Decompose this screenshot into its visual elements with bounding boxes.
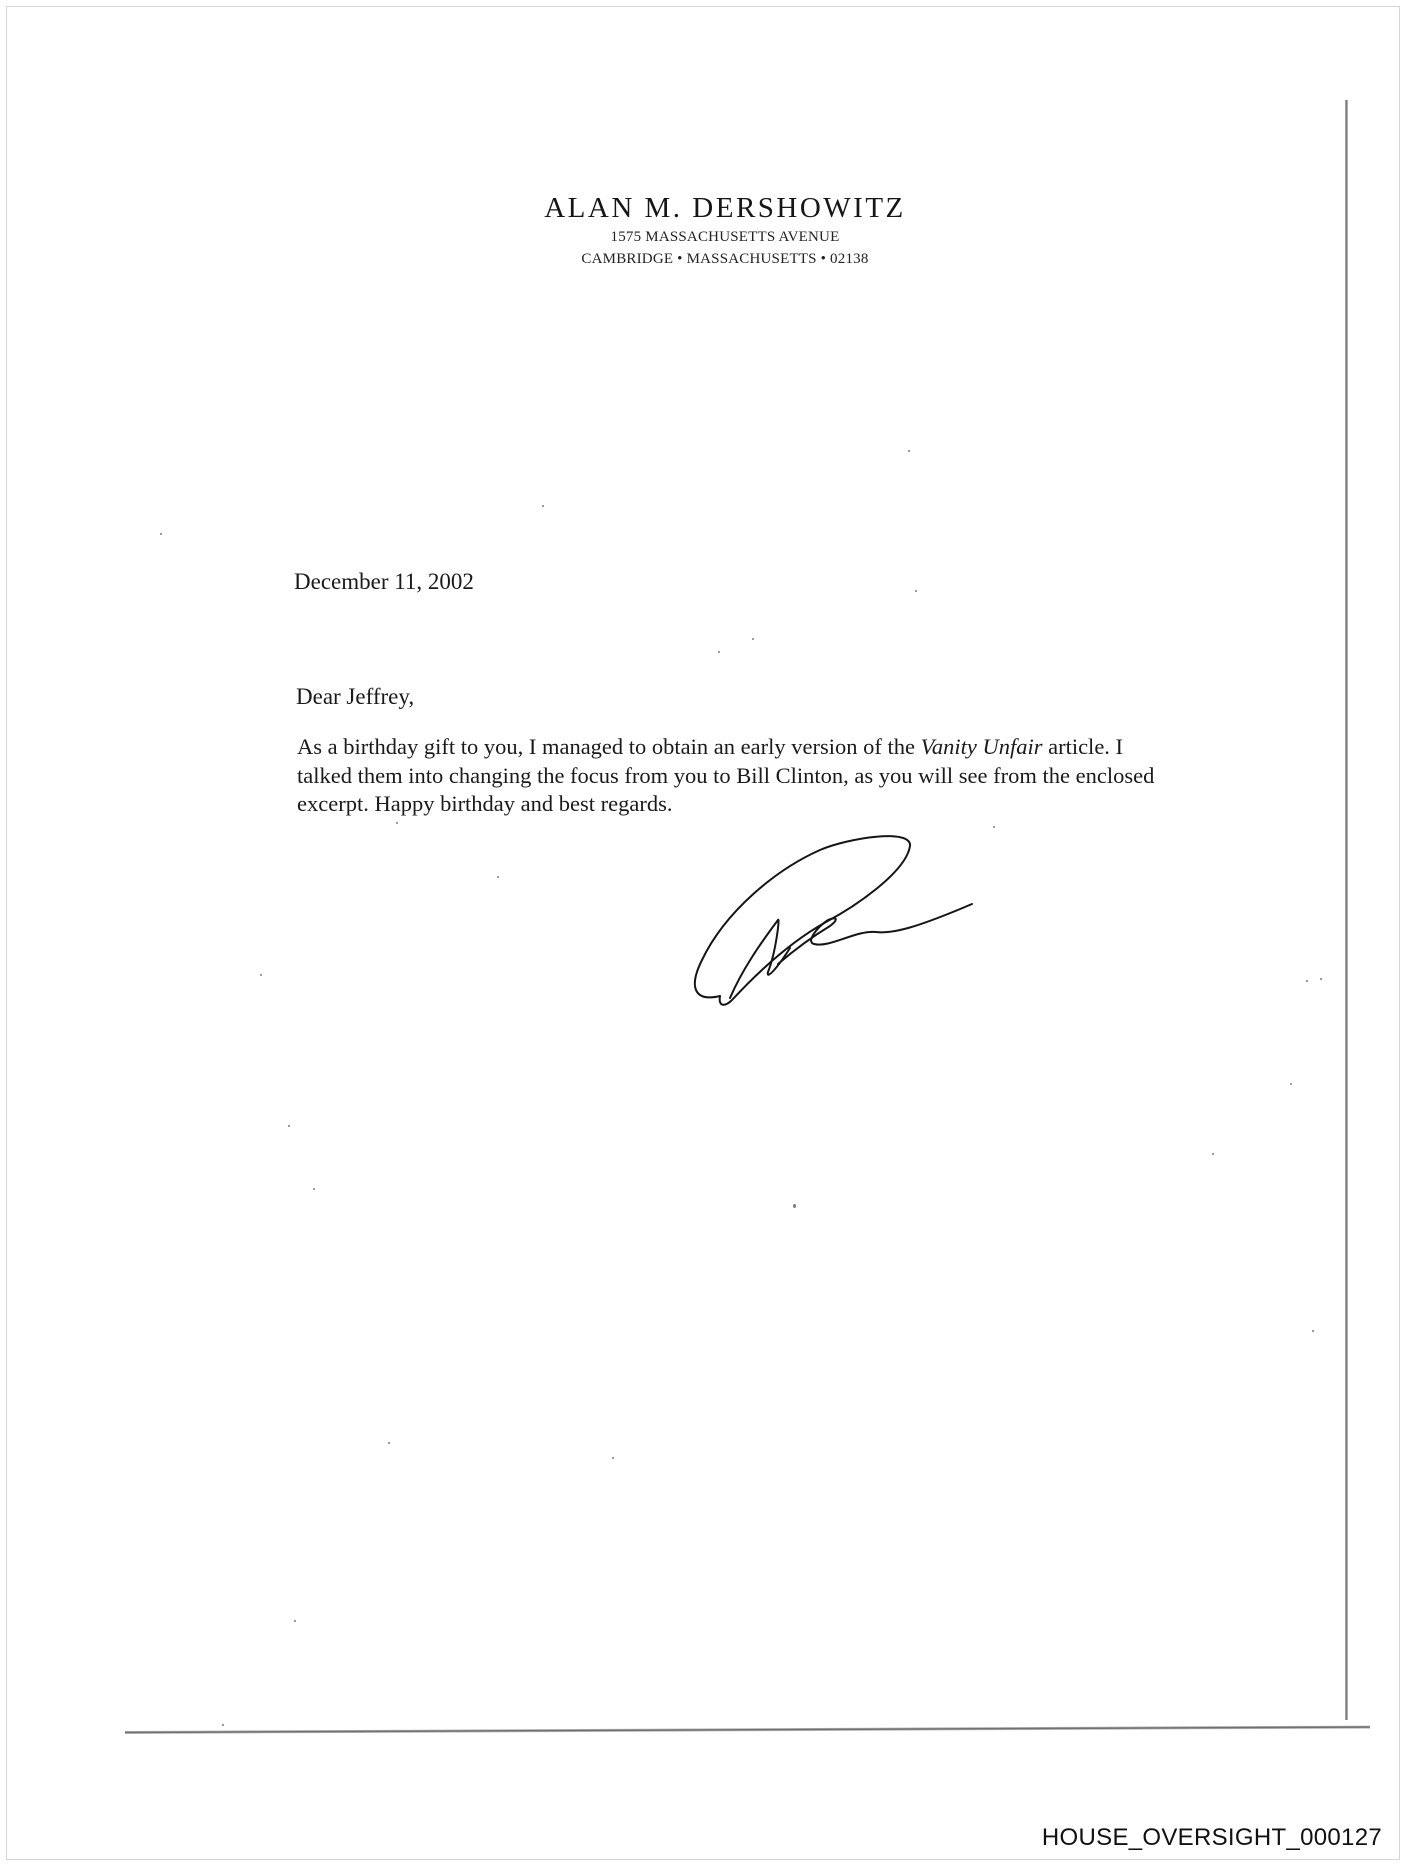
scan-speck [752, 638, 754, 640]
scan-speck [793, 1204, 796, 1208]
letterhead [460, 190, 990, 270]
salutation: Dear Jeffrey, [296, 684, 415, 709]
letter-body [297, 733, 1177, 819]
letter-body-part2: article. I talked them into changing the focus from you to Bill Clinton, as you will see from the enclosed excerpt. Happy birthday and best regards. [297, 734, 1155, 816]
scan-speck [542, 505, 544, 507]
scan-speck [497, 876, 499, 878]
scan-speck [396, 822, 398, 824]
scan-speck [612, 1457, 614, 1459]
scan-speck [1306, 980, 1308, 982]
scan-speck [294, 1620, 296, 1622]
scan-speck [1212, 1153, 1214, 1155]
scan-speck [718, 651, 720, 653]
scan-speck [260, 974, 262, 976]
scan-speck [1290, 1083, 1292, 1085]
letterhead-address-line1: 1575 MASSACHUSETTS AVENUE [610, 229, 840, 245]
letterhead-address-line2: CAMBRIDGE • MASSACHUSETTS • 02138 [581, 251, 869, 267]
scan-speck [1320, 978, 1322, 980]
letter-date: December 11, 2002 [294, 569, 474, 594]
scan-speck [222, 1724, 224, 1726]
letterhead-name: ALAN M. DERSHOWITZ [544, 192, 906, 224]
scan-right-edge [1345, 100, 1348, 1720]
letter-body-italic-title: Vanity Unfair [920, 734, 1043, 759]
scan-speck [908, 450, 910, 452]
scan-speck [1312, 1330, 1314, 1332]
scan-speck [288, 1125, 290, 1127]
scan-speck [313, 1188, 315, 1190]
scan-speck [160, 533, 162, 535]
scan-speck [915, 590, 917, 592]
letter-body-part1: As a birthday gift to you, I managed to obtain an early version of the [297, 734, 921, 759]
bates-number: HOUSE_OVERSIGHT_000127 [1041, 1824, 1382, 1851]
handwritten-signature [680, 820, 1000, 1010]
scan-speck [388, 1442, 390, 1444]
